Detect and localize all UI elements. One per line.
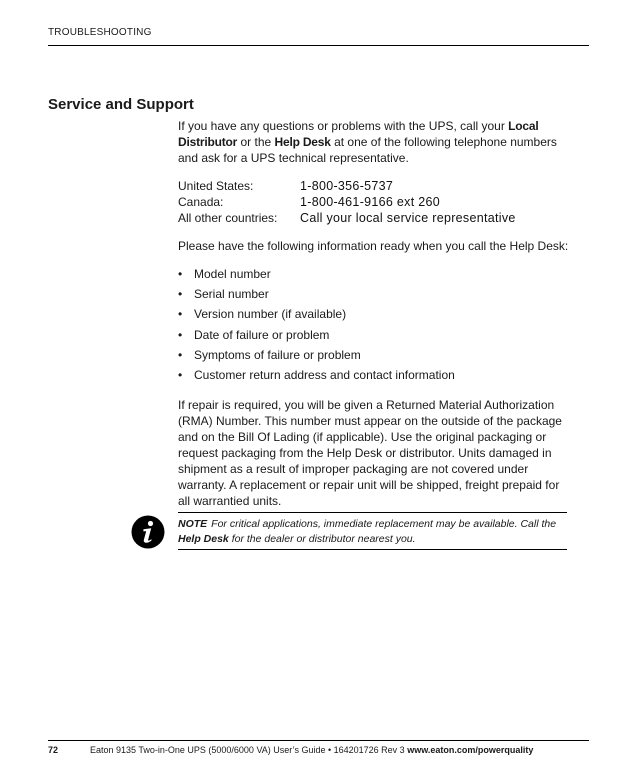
intro-text: at one of the following telephone numbers and ask for a UPS technical representative. <box>178 135 557 165</box>
list-item-text: Model number <box>194 267 271 281</box>
list-item <box>178 347 570 367</box>
contact-label: All other countries: <box>178 211 278 225</box>
section-title: Service and Support <box>48 96 194 113</box>
note-body: For critical applications, immediate replacement may be available. Call the <box>211 518 557 530</box>
page-number: 72 <box>48 745 59 755</box>
bullet: • <box>178 307 183 322</box>
footer-rule <box>48 740 589 741</box>
list-item-text: Customer return address and contact information <box>194 367 455 382</box>
info-checklist <box>178 266 570 387</box>
bullet: • <box>178 267 183 281</box>
list-item-text: Symptoms of failure or problem <box>194 347 361 362</box>
list-item <box>178 266 570 286</box>
list-item-text: Version number (if available) <box>194 307 347 322</box>
contact-row <box>178 194 570 210</box>
contact-row <box>178 178 570 194</box>
list-item <box>178 286 570 306</box>
note-body: for the dealer or distributor nearest you. <box>228 533 416 545</box>
contact-phone: Call your local service representative <box>300 211 516 225</box>
contact-label: Canada: <box>178 195 224 209</box>
note-help-desk: Help Desk <box>178 533 229 545</box>
help-desk-label: Help Desk <box>274 135 331 149</box>
list-item-text: Date of failure or problem <box>194 327 330 342</box>
footer-url: www.eaton.com/powerquality <box>407 745 534 755</box>
list-item <box>178 306 570 326</box>
bullet: • <box>178 287 183 302</box>
note-text <box>178 517 568 547</box>
local-distributor-label: Local Distributor <box>178 119 539 149</box>
info-icon <box>131 515 165 549</box>
list-item <box>178 367 570 387</box>
body-content <box>178 118 570 521</box>
contact-phone: 1-800-356-5737 <box>300 179 394 193</box>
note-bottom-rule <box>178 549 567 550</box>
prep-paragraph: Please have the following information ready when you call the Help Desk: <box>178 239 569 253</box>
repair-paragraph: If repair is required, you will be given a Returned Material Authorization (RMA) Number. This number must appear on the outside of the package and on the Bill Of Lading (if applicable). Use the original packaging or request packaging from the Help Desk or distributor. Units damaged in shipment as a result of improper packaging are not covered under warranty. A replacement or repair unit will be shipped, freight prepaid for all warrantied units. <box>178 398 562 509</box>
note-label: NOTE <box>178 518 208 530</box>
contact-phone: 1-800-461-9166 ext 260 <box>300 195 441 209</box>
intro-text: If you have any questions or problems with the UPS, call your <box>178 119 509 133</box>
bullet: • <box>178 327 183 342</box>
bullet: • <box>178 347 183 362</box>
list-item-text: Serial number <box>194 287 269 302</box>
note-top-rule <box>178 512 567 513</box>
list-item <box>178 327 570 347</box>
footer-text <box>90 745 533 755</box>
intro-paragraph <box>178 118 570 166</box>
contact-row <box>178 210 570 226</box>
header-rule <box>48 45 589 46</box>
intro-text: or the <box>237 135 275 149</box>
footer-document-title: Eaton 9135 Two-in-One UPS (5000/6000 VA) User’s Guide • 164201726 Rev 3 <box>90 745 408 755</box>
running-header: TROUBLESHOOTING <box>48 27 152 38</box>
contact-label: United States: <box>178 179 254 193</box>
bullet: • <box>178 367 183 382</box>
contact-list <box>178 178 570 226</box>
